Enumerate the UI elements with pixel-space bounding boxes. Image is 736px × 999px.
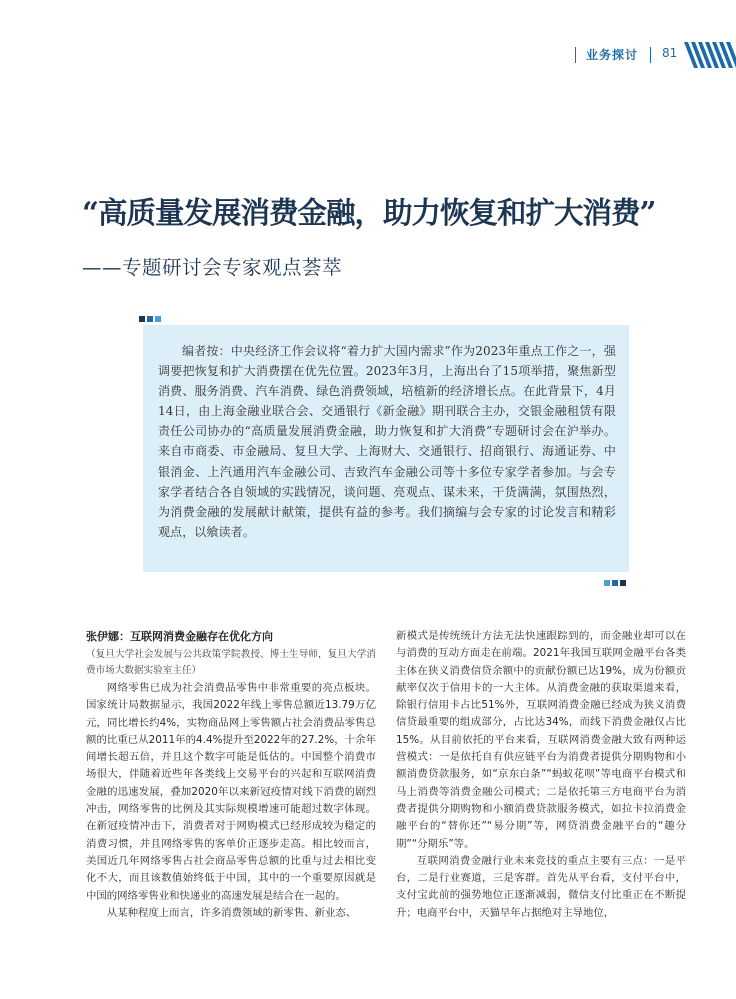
body-column-right [396, 628, 686, 922]
decor-square [612, 580, 618, 586]
editor-note-box [143, 325, 629, 572]
body-paragraph: 互联网消费金融行业未来竞技的重点主要有三点：一是平台，二是行业赛道，三是客群。首先从平台看，支付平台中，支付宝此前的强势地位正逐渐减弱，微信支付比重正在不断提升；电商平台中，天猫早年占据绝对主导地位， [396, 854, 686, 919]
decor-square [620, 580, 626, 586]
body-paragraph: 新模式是传统统计方法无法快速跟踪到的，而金融业却可以在与消费的互动方面走在前端。2021年我国互联网金融平台各类主体在狭义消费信贷余额中的贡献份额已达19%，成为份额贡献率仅次于信用卡的一大主体。从消费金融的获取渠道来看，除银行信用卡占比51%外，互联网消费金融已经成为狭义消费信贷最重要的组成部分，占比达34%，而线下消费金融仅占比15%。从目前依托的平台来看，互联网消费金融大致有两种运营模式：一是依托自有供应链平台为消费者提供分期购物和小额消费贷款服务，如“京东白条”“蚂蚁花呗”等电商平台模式和马上消费等消费金融公司模式；二是依托第三方电商平台为消费者提供分期购物和小额消费贷款服务模式，如拉卡拉消费金融平台的“替你还”“易分期”等，网贷消费金融平台的“趣分期”“分期乐”等。 [396, 630, 686, 850]
decor-square [604, 580, 610, 586]
article-subtitle: ——专题研讨会专家观点荟萃 [82, 256, 343, 279]
body-paragraph: 从某种程度上而言，许多消费领域的新零售、新业态、 [106, 906, 357, 919]
header-divider [650, 47, 651, 63]
page-header [0, 42, 736, 68]
decor-square [139, 316, 145, 322]
page-number: 81 [662, 46, 678, 60]
article-title: “高质量发展消费金融，助力恢复和扩大消费” [82, 195, 656, 230]
decor-square [155, 316, 161, 322]
body-paragraph: 网络零售已成为社会消费品零售中非常重要的亮点板块。国家统计局数据显示，我国2022年线上零售总额近13.79万亿元，同比增长约4%，实物商品网上零售额占社会消费品零售总额的比重已从2011年的4.4%提升至2022年的27.2%，十余年间增长超五倍，并且这个数字可能是低估的。中国整个消费市场很大，伴随着近些年各类线上交易平台的兴起和互联网消费金融的迅速发展，叠加2020年以来新冠疫情对线下消费的剧烈冲击，网络零售的比例及其实际规模增速可能超过数字体现。在新冠疫情冲击下，消费者对于网购模式已经形成较为稳定的消费习惯，并且网络零售的客单价正逐步走高。相比较而言，美国近几年网络零售占社会商品零售总额的比重与过去相比变化不大，而且该数值始终低于中国，其中的一个重要原因就是中国的网络零售业和快递业的高速发展是结合在一起的。 [86, 682, 376, 902]
author-affiliation: （复旦大学社会发展与公共政策学院教授、博士生导师，复旦大学消费市场大数据实验室主任） [86, 649, 376, 676]
author-heading: 张伊娜：互联网消费金融存在优化方向 [86, 630, 273, 643]
body-column-left [86, 628, 376, 922]
editor-note-text: 编者按：中央经济工作会议将“着力扩大国内需求”作为2023年重点工作之一，强调要把恢复和扩大消费摆在优先位置。2023年3月，上海出台了15项举措，聚焦新型消费、服务消费、汽车消费、绿色消费领域，培植新的经济增长点。在此背景下，4月14日，由上海金融业联合会、交通银行《新金融》期刊联合主办，交银金融租赁有限责任公司协办的“高质量发展消费金融，助力恢复和扩大消费”专题研讨会在沪举办。来自市商委、市金融局、复旦大学、上海财大、交通银行、招商银行、海通证券、中银消金、上汽通用汽车金融公司、吉致汽车金融公司等十多位专家学者参加。与会专家学者结合各自领域的实践情况，谈问题、亮观点、谋未来，干货满满，氛围热烈，为消费金融的发展献计献策，提供有益的参考。我们摘编与会专家的讨论发言和精彩观点，以飨读者。 [158, 344, 616, 539]
header-divider [575, 47, 576, 63]
header-stripes-decoration [682, 42, 736, 68]
section-label: 业务探讨 [586, 48, 639, 62]
decor-square [147, 316, 153, 322]
